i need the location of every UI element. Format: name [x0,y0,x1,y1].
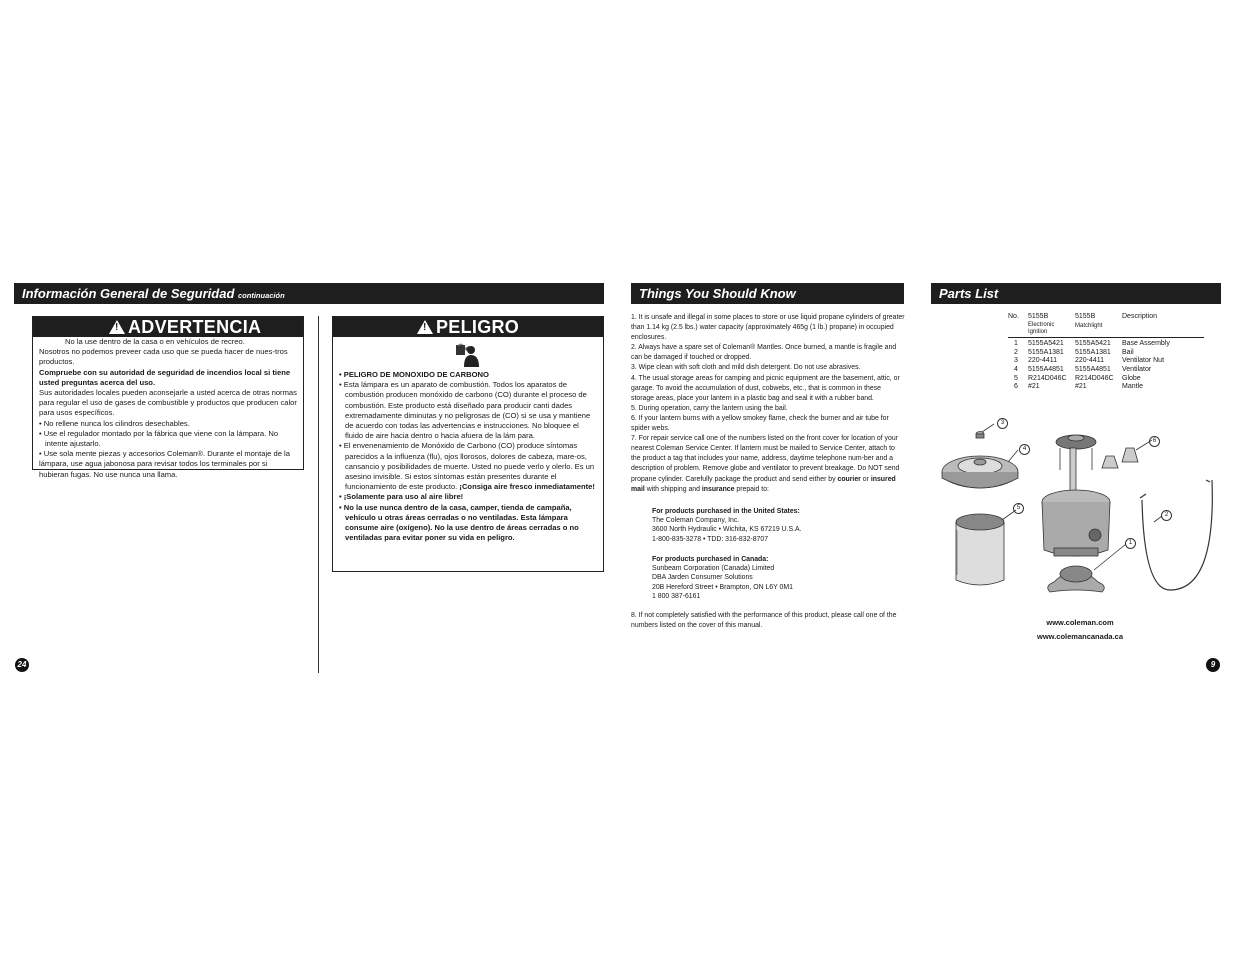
things-item: 4. The usual storage areas for camping and picnic equipment are the basement, attic, or garage. To avoid the accumulation of dust, cobwebs, etc., that is common in these storage areas, place your lantern in a plastic bag and seal it with a rubber band. [631,374,900,402]
things-item: 7. For repair service call one of the numbers listed on the front cover for location of your nearest Coleman Service Center. If lantern must be mailed to Service Center, attach to the product a tag that includes your name, address, daytime telephone num-ber and a description of problem. Remove globe and ventilator to prevent breakage. Do NOT send propane cylinder. Carefully package the product and send either by courier or insured mail with shipping and insurance prepaid to: [631,435,900,493]
table-row: 4 5155A4851 5155A4851 Ventilator [1014,365,1152,373]
address-line: Sunbeam Corporation (Canada) Limited [652,565,775,573]
col-header-electronic: 5155B Electronic Ignition [1028,313,1055,335]
section-header-things [631,283,904,304]
address-line: 20B Hereford Street • Brampton, ON L6Y 0M1 [652,583,793,591]
advertencia-box [32,316,304,479]
callout-5: 5 [1013,503,1024,514]
things-body [631,313,905,632]
peligro-bullet: • No la use nunca dentro de la casa, camper, tienda de campaña, vehículo u otras áreas cerradas o no ventiladas. Esta lámpara consume aire (oxígeno). No la use dentro de áreas cerradas o no ventiladas para evitar poner su vida en peligro. [339,502,579,543]
peligro-heading: • PELIGRO DE MONOXIDO DE CARBONO [339,370,489,379]
things-item: 3. Wipe clean with soft cloth and mild dish detergent. Do not use abrasives. [631,364,861,372]
address-line: 1 800 387-6161 [652,593,701,601]
section-header-parts [931,283,1221,304]
table-row: 1 5155A5421 5155A5421 Base Assembly [1014,340,1170,348]
things-item: 8. If not completely satisfied with the performance of this product, please call one of the numbers listed on the cover of this manual. [631,612,897,630]
things-item: 2. Always have a spare set of Coleman® Mantles. Once burned, a mantle is fragile and can be damaged if touched or dropped. [631,344,897,362]
peligro-bullet: • Esta lámpara es un aparato de combustión. Todos los aparatos de combustión producen monóxido de carbono (CO) durante el proceso de combustión. Este producto está diseñado para producir canti dades extremadamente diminutas y no peligrosas de (CO) si se usa y mantiene de acuerdo con todas las advertencias e instrucciones. No bloquee el fluido de aire hacia dentro o hacia afuera de la lám para. [339,380,591,441]
advertencia-body [33,337,303,480]
advertencia-line: Nosotros no podemos preveer cada uso que se pueda hacer de nues-tros productos. [39,347,288,367]
col-header-description: Description [1122,313,1158,320]
table-row: 2 5155A1381 5155A1381 Bail [1014,348,1134,356]
callout-3: 3 [997,418,1008,429]
section-title: Parts List [939,286,999,301]
section-title-suffix: continuación [238,291,285,300]
page-number-left: 24 [15,658,29,672]
ventilator-nut-part [976,432,984,439]
table-row: 5 R214D046C R214D046C Globe [1014,374,1141,382]
advertencia-title-bar [33,317,303,337]
carbon-monoxide-icon [455,342,481,368]
table-row: 6 #21 #21 Mantle [1014,383,1144,391]
address-us [652,507,905,544]
globe-part [956,514,1004,585]
parts-table-header [1008,313,1204,336]
peligro-bullet: • El envenenamiento de Monóxido de Carbono (CO) produce síntomas parecidos a la influenza (flu), ojos llorosos, dolores de cabeza, mare-os, cansancio y posibilidades de muerte. Usted no puede verlo y olerlo. Es un asesino invisible. Si estos síntomas están presentes durante el funcionamiento de este producto. ¡Consiga aire fresco inmediatamente! [339,441,595,492]
col-header-matchlight: 5155B Matchlight [1075,313,1103,329]
advertencia-line: • No rellene nunca los cilindros desechables. [39,418,190,428]
page-divider [318,316,319,673]
base-assembly-part [1048,566,1105,592]
warning-triangle-icon [417,320,433,334]
peligro-box [332,316,604,572]
advertencia-title: ADVERTENCIA [128,317,262,337]
mantle-part [1102,448,1138,468]
page-number-right: 9 [1206,658,1220,672]
address-line: DBA Jarden Consumer Solutions [652,574,753,582]
parts-diagram [930,410,1222,610]
address-line: 3600 North Hydraulic • Wichita, KS 67219 U.S.A. [652,526,802,534]
col-header-no: No. [1008,313,1019,320]
callout-1: 1 [1125,538,1136,549]
peligro-title: PELIGRO [436,317,520,337]
address-heading: For products purchased in Canada: [652,555,769,563]
things-item: 5. During operation, carry the lantern using the bail. [631,404,788,412]
website-link-canada[interactable]: www.colemancanada.ca [1036,632,1123,641]
warning-triangle-icon [109,320,125,334]
section-title: Información General de Seguridad [22,286,235,301]
bail-part [1140,480,1212,590]
address-line: The Coleman Company, Inc. [652,516,740,524]
address-line: 1-800-835-3278 • TDD: 316-832-8707 [652,535,769,543]
callout-4: 4 [1019,444,1030,455]
address-heading: For products purchased in the United States: [652,507,800,515]
table-row: 3 220-4411 220-4411 Ventilator Nut [1014,357,1165,365]
advertencia-line: Sus autoridades locales pueden aconsejarle a usted acerca de otras normas para regular el uso de gases de combustible y productos que producen calor para usos específicos. [39,388,297,418]
advertencia-line: • Use sola mente piezas y accesorios Coleman®. Durante el montaje de la lámpara, use agua jabonosa para revisar todos los terminales por si hubieran fugas. No use nunca una llama. [39,449,290,479]
section-title: Things You Should Know [639,286,796,301]
parts-table [1008,313,1204,392]
callout-2: 2 [1161,510,1172,521]
things-item: 6. If your lantern burns with a yellow smokey flame, check the burner and air tube for spider webs. [631,414,889,433]
advertencia-line: No la use dentro de la casa o en vehículos de recreo. [65,337,245,346]
peligro-title-bar [333,317,603,337]
peligro-bullet: • ¡Solamente para uso al aire libre! [339,492,464,502]
advertencia-line: • Use el regulador montado por la fábrica que viene con la lámpara. No intente ajustarlo. [39,428,279,449]
callout-6: 6 [1149,436,1160,447]
things-item: 1. It is unsafe and illegal in some places to store or use liquid propane cylinders of greater than 1.14 kg (2.5 lbs.) water capacity (approximately 465g (1 lb.) propane) in occupied enclosures. [631,314,905,342]
lantern-base-part [1042,435,1110,556]
section-header-informacion [14,283,604,304]
peligro-body [333,370,603,543]
address-canada [652,555,905,601]
website-link-us[interactable]: www.coleman.com [1046,618,1114,627]
ventilator-part [942,456,1018,488]
advertencia-line: Compruebe con su autoridad de seguridad de incendios local si tiene usted preguntas acerca del uso. [39,367,291,387]
